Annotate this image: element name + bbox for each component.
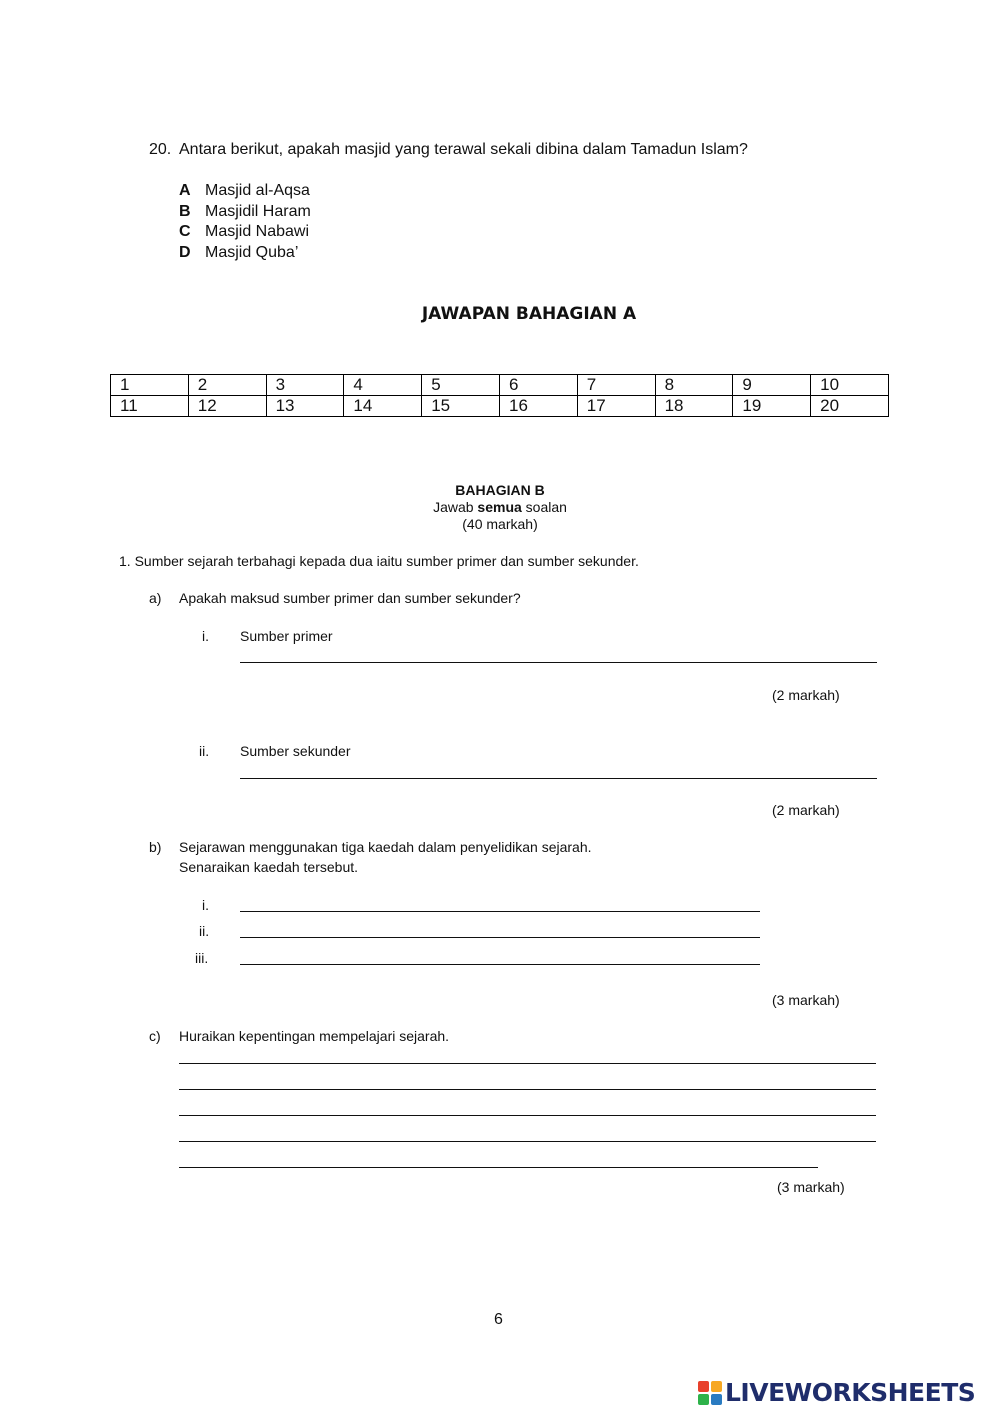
option-b[interactable] bbox=[179, 203, 311, 221]
answer-cell[interactable]: 4 bbox=[344, 375, 422, 396]
list-item-label: iii. bbox=[195, 950, 209, 966]
answer-cell[interactable]: 13 bbox=[266, 396, 344, 417]
part-a-question: Apakah maksud sumber primer dan sumber sekunder? bbox=[179, 590, 521, 606]
answer-cell[interactable]: 14 bbox=[344, 396, 422, 417]
answer-cell[interactable]: 20 bbox=[811, 396, 889, 417]
answer-cell[interactable]: 9 bbox=[733, 375, 811, 396]
part-a-label: a) bbox=[149, 590, 162, 606]
answer-line[interactable] bbox=[179, 1089, 876, 1090]
answer-cell[interactable]: 18 bbox=[655, 396, 733, 417]
answer-cell[interactable]: 16 bbox=[499, 396, 577, 417]
answer-cell[interactable]: 19 bbox=[733, 396, 811, 417]
answer-cell[interactable]: 8 bbox=[655, 375, 733, 396]
answer-cell[interactable]: 1 bbox=[111, 375, 189, 396]
answer-row bbox=[111, 375, 889, 396]
part-c-label: c) bbox=[149, 1028, 161, 1044]
part-b-label: b) bbox=[149, 839, 162, 855]
option-text: Masjid Quba’ bbox=[205, 244, 299, 261]
part-b-question-line2: Senaraikan kaedah tersebut. bbox=[179, 859, 359, 875]
answer-line[interactable] bbox=[179, 1115, 876, 1116]
answer-line[interactable] bbox=[179, 1167, 818, 1168]
answer-cell[interactable]: 2 bbox=[188, 375, 266, 396]
answer-cell[interactable]: 3 bbox=[266, 375, 344, 396]
marks-label: (2 markah) bbox=[772, 687, 840, 703]
logo-square bbox=[698, 1381, 709, 1392]
part-b-question-line1: Sejarawan menggunakan tiga kaedah dalam penyelidikan sejarah. bbox=[179, 839, 592, 855]
option-d[interactable] bbox=[179, 244, 298, 262]
logo-square bbox=[711, 1381, 722, 1392]
option-text: Masjid al-Aqsa bbox=[205, 182, 310, 199]
option-letter: C bbox=[179, 223, 191, 240]
answer-cell[interactable]: 12 bbox=[188, 396, 266, 417]
answer-cell[interactable]: 17 bbox=[577, 396, 655, 417]
answer-cell[interactable]: 11 bbox=[111, 396, 189, 417]
section-b-title: BAHAGIAN B bbox=[455, 482, 545, 498]
option-a[interactable] bbox=[179, 182, 310, 200]
part-a-i-label: i. bbox=[202, 628, 209, 644]
part-c-question: Huraikan kepentingan mempelajari sejarah. bbox=[179, 1028, 450, 1044]
answer-line[interactable] bbox=[240, 911, 760, 912]
instruction-emphasis: semua bbox=[477, 499, 522, 515]
answer-line[interactable] bbox=[240, 662, 877, 663]
marks-label: (3 markah) bbox=[777, 1179, 845, 1195]
part-a-ii-text: Sumber sekunder bbox=[240, 743, 351, 759]
marks-label: (3 markah) bbox=[772, 992, 840, 1008]
answer-cell[interactable]: 10 bbox=[811, 375, 889, 396]
logo-square bbox=[711, 1394, 722, 1405]
answer-line[interactable] bbox=[240, 778, 877, 779]
answer-table bbox=[110, 374, 889, 417]
option-letter: B bbox=[179, 203, 191, 220]
option-c[interactable] bbox=[179, 223, 309, 241]
answer-cell[interactable]: 6 bbox=[499, 375, 577, 396]
option-letter: A bbox=[179, 182, 191, 199]
section-b-instruction bbox=[0, 499, 1000, 515]
liveworksheets-logo-icon bbox=[698, 1381, 722, 1405]
option-letter: D bbox=[179, 244, 191, 261]
logo-square bbox=[698, 1394, 709, 1405]
instruction-text: soalan bbox=[521, 499, 567, 515]
answer-cell[interactable]: 15 bbox=[422, 396, 500, 417]
list-item-label: ii. bbox=[199, 923, 210, 939]
section-b-marks: (40 markah) bbox=[462, 516, 538, 532]
answer-line[interactable] bbox=[240, 964, 760, 965]
option-text: Masjid Nabawi bbox=[205, 223, 310, 240]
answer-line[interactable] bbox=[240, 937, 760, 938]
question-text: Antara berikut, apakah masjid yang terawal sekali dibina dalam Tamadun Islam? bbox=[179, 141, 748, 158]
answer-line[interactable] bbox=[179, 1141, 876, 1142]
answer-line[interactable] bbox=[179, 1063, 876, 1064]
marks-label: (2 markah) bbox=[772, 802, 840, 818]
instruction-text: Jawab bbox=[433, 499, 478, 515]
question-number: 20. bbox=[149, 141, 172, 158]
list-item-label: i. bbox=[202, 897, 209, 913]
answer-cell[interactable]: 5 bbox=[422, 375, 500, 396]
option-text: Masjidil Haram bbox=[205, 203, 311, 220]
part-a-i-text: Sumber primer bbox=[240, 628, 333, 644]
answer-cell[interactable]: 7 bbox=[577, 375, 655, 396]
page-number: 6 bbox=[494, 1311, 503, 1328]
q1-intro: 1. Sumber sejarah terbahagi kepada dua iaitu sumber primer dan sumber sekunder. bbox=[119, 553, 639, 569]
brand-text: LIVEWORKSHEETS bbox=[725, 1378, 976, 1407]
answer-section-title: JAWAPAN BAHAGIAN A bbox=[421, 304, 637, 324]
answer-row bbox=[111, 396, 889, 417]
part-a-ii-label: ii. bbox=[199, 743, 210, 759]
